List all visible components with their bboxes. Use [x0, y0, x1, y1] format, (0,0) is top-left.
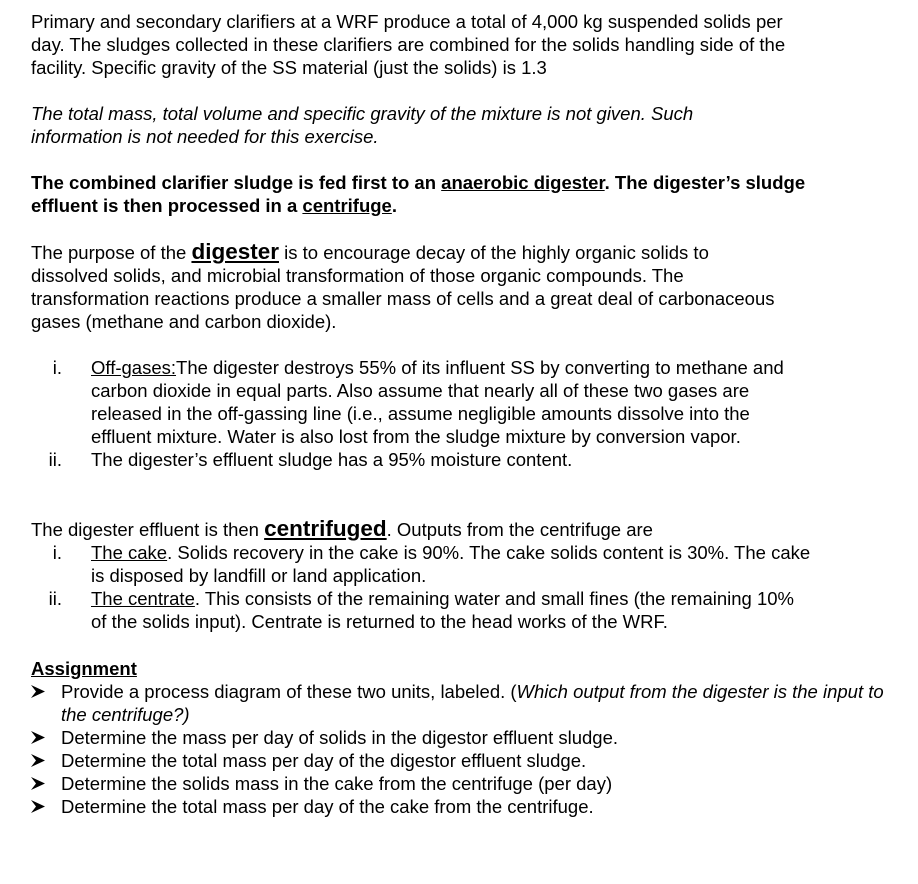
assignment-item-text: Determine the total mass per day of the cake from the centrifuge. [61, 796, 594, 817]
assignment-item-text: Provide a process diagram of these two units, labeled. ( [61, 681, 517, 702]
process-paragraph [31, 171, 821, 217]
digester-list [31, 356, 811, 471]
list-item [31, 587, 811, 633]
arrow-bullet-icon [31, 726, 51, 749]
arrow-bullet-icon [31, 749, 51, 772]
assignment-item-text: Determine the mass per day of solids in the digestor effluent sludge. [61, 727, 619, 748]
assignment-item-question: Which output from the digester is the input to the centrifuge?) [61, 681, 884, 725]
list-number: i. [52, 542, 62, 563]
centrifuge-link[interactable]: centrifuge [302, 195, 392, 216]
assignment-item [31, 680, 911, 726]
digester-keyword: digester [191, 239, 279, 264]
list-item [31, 448, 811, 471]
centrifuge-text-1: The digester effluent is then [31, 519, 265, 540]
purpose-text-2: is to encourage decay of the highly organic solids to dissolved solids, and microbial transformation of those organic compounds. The transformation reactions produce a smaller mass of cells and a great deal of carbonaceous gases (methane and carbon dioxide). [31, 242, 775, 332]
centrifuge-list [31, 541, 811, 633]
assignment-item [31, 772, 911, 795]
list-number: i. [52, 357, 62, 378]
assignment-item-text: Determine the total mass per day of the digestor effluent sludge. [61, 750, 587, 771]
list-item [31, 541, 811, 587]
centrifuge-text-2: . Outputs from the centrifuge are [386, 519, 653, 540]
note-paragraph: The total mass, total volume and specific gravity of the mixture is not given. Such information is not needed for this exercise. [31, 103, 694, 147]
list-number: ii. [48, 449, 62, 470]
centrate-label: The centrate [91, 588, 195, 609]
list-item-text: The digester destroys 55% of its influent SS by converting to methane and carbon dioxide in equal parts. Also assume that nearly all of these two gases are released in the off-gassing line (i.e., assume negligible amounts dissolve into the effluent mixture. Water is also lost from the sludge mixture by conversion vapor. [91, 357, 784, 447]
purpose-text-1: The purpose of the [31, 242, 192, 263]
centrifuged-keyword: centrifuged [264, 516, 387, 541]
process-text-2: . The digester’s sludge effluent is then processed in a [31, 172, 806, 216]
centrifuge-paragraph [31, 517, 911, 541]
list-item-text: . Solids recovery in the cake is 90%. The cake solids content is 30%. The cake is disposed by landfill or land application. [91, 542, 811, 586]
arrow-bullet-icon [31, 795, 51, 818]
list-item [31, 356, 811, 448]
arrow-bullet-icon [31, 680, 51, 703]
assignment-item-text: Determine the solids mass in the cake from the centrifuge (per day) [61, 773, 613, 794]
list-number: ii. [48, 588, 62, 609]
document-body [31, 10, 911, 818]
purpose-paragraph [31, 240, 791, 333]
intro-paragraph: Primary and secondary clarifiers at a WRF produce a total of 4,000 kg suspended solids per day. The sludges collected in these clarifiers are combined for the solids handling side of the facility. Specific gravity of the SS material (just the solids) is 1.3 [31, 11, 786, 78]
process-text-3: . [391, 195, 397, 216]
assignment-heading: Assignment [31, 658, 137, 679]
assignment-item [31, 749, 911, 772]
assignment-item [31, 726, 911, 749]
process-text-1: The combined clarifier sludge is fed first to an [31, 172, 442, 193]
cake-label: The cake [91, 542, 168, 563]
list-item-text: . This consists of the remaining water and small fines (the remaining 10% of the solids input). Centrate is returned to the head works of the WRF. [91, 588, 795, 632]
assignment-list [31, 680, 911, 818]
anaerobic-digester-link[interactable]: anaerobic digester [441, 172, 605, 193]
off-gases-label: Off-gases: [91, 357, 177, 378]
list-item-text: The digester’s effluent sludge has a 95% moisture content. [91, 449, 573, 470]
arrow-bullet-icon [31, 772, 51, 795]
assignment-item [31, 795, 911, 818]
